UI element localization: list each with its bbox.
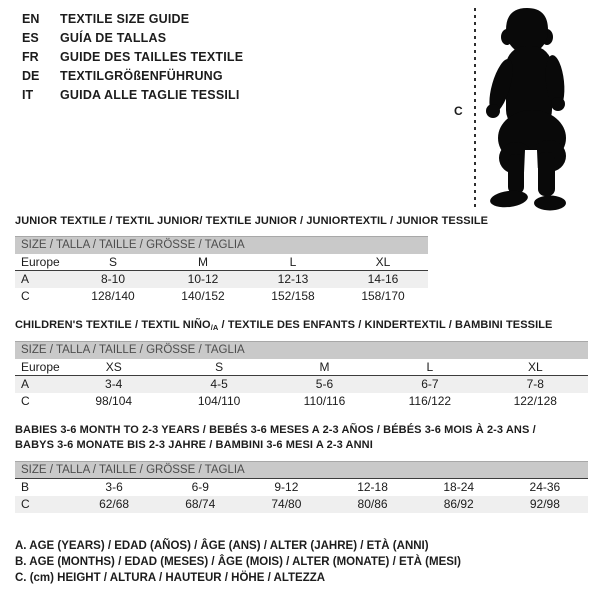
lang-row-en [22, 10, 243, 29]
table-row [15, 288, 428, 305]
lang-title: TEXTILE SIZE GUIDE [60, 12, 190, 26]
table-row [15, 479, 588, 496]
lang-title: TEXTILGRÖßENFÜHRUNG [60, 69, 223, 83]
row-label: A [15, 271, 68, 288]
lang-code: IT [22, 88, 34, 102]
cell: 4-5 [166, 376, 271, 393]
lang-row-it [22, 86, 243, 105]
note-age-years: A. AGE (YEARS) / EDAD (AÑOS) / ÂGE (ANS) / ALTER (JAHRE) / ETÀ (ANNI) [15, 540, 429, 552]
cell: 104/110 [197, 394, 241, 408]
cell: 116/122 [408, 394, 452, 408]
cell: 62/68 [71, 496, 157, 513]
cell: XL [483, 359, 588, 376]
table-row [15, 254, 428, 271]
legend-notes [15, 538, 461, 586]
height-measure-label: C [454, 104, 463, 118]
size-header-bar: SIZE / TALLA / TAILLE / GRÖSSE / TAGLIA [15, 342, 588, 359]
cell: M [158, 254, 248, 271]
lang-code: DE [22, 69, 40, 83]
cell: 10-12 [158, 271, 248, 288]
cell: 122/128 [513, 394, 557, 408]
cell: 24-36 [529, 480, 561, 495]
lang-row-es [22, 29, 243, 48]
cell: 140/152 [181, 289, 225, 303]
cell: 12-13 [248, 271, 338, 288]
cell: 74/80 [243, 496, 329, 513]
title-subscript: /A [210, 323, 219, 332]
row-label: Europe [15, 359, 61, 376]
height-dotted-line [474, 8, 476, 208]
cell: 9-12 [274, 480, 299, 495]
table-row [15, 271, 428, 288]
row-label: Europe [15, 254, 68, 271]
lang-title: GUÍA DE TALLAS [60, 31, 167, 45]
cell: 7-8 [483, 376, 588, 393]
cell: 110/116 [303, 394, 346, 408]
cell: 6-9 [191, 480, 209, 495]
table-row [15, 393, 588, 410]
section-children [15, 319, 588, 410]
babies-table-title [15, 423, 588, 453]
cell: 18-24 [443, 480, 475, 495]
section-junior [15, 215, 489, 305]
cell: M [272, 359, 377, 376]
cell: S [166, 359, 271, 376]
cell: S [68, 254, 158, 271]
babies-title-line1: BABIES 3-6 MONTH TO 2-3 YEARS / BEBÉS 3-6 MESES A 2-3 AÑOS / BÉBÉS 3-6 MOIS À 2-3 ANS / [15, 424, 536, 436]
height-figure [440, 0, 600, 220]
table-row [15, 359, 588, 376]
babies-size-table [15, 461, 588, 513]
table-row [15, 496, 588, 513]
cell: 5-6 [272, 376, 377, 393]
row-label: B [21, 480, 30, 495]
cell: 152/158 [271, 289, 315, 303]
cell: 80/86 [329, 496, 415, 513]
lang-code: EN [22, 12, 40, 26]
children-size-table [15, 341, 588, 410]
lang-title: GUIDE DES TAILLES TEXTILE [60, 50, 244, 64]
row-label: C [21, 394, 30, 408]
cell: 12-18 [357, 480, 388, 495]
cell: XS [61, 359, 166, 376]
size-header-bar: SIZE / TALLA / TAILLE / GRÖSSE / TAGLIA [15, 462, 588, 479]
babies-title-line2: BABYS 3-6 MONATE BIS 2-3 JAHRE / BAMBINI 3-6 MESI A 2-3 ANNI [15, 439, 373, 451]
lang-row-fr [22, 48, 243, 67]
cell: 68/74 [157, 496, 243, 513]
row-label: A [15, 376, 61, 393]
note-height-cm: C. (cm) HEIGHT / ALTURA / HAUTEUR / HÖHE / ALTEZZA [15, 572, 326, 584]
cell: 6-7 [377, 376, 482, 393]
junior-size-table [15, 236, 428, 305]
cell: XL [338, 254, 428, 271]
cell: L [377, 359, 482, 376]
baby-silhouette [480, 0, 600, 218]
note-age-months: B. AGE (MONTHS) / EDAD (MESES) / ÂGE (MOIS) / ALTER (MONATE) / ETÀ (MESI) [15, 556, 461, 568]
cell: 3-4 [61, 376, 166, 393]
cell: 158/170 [361, 289, 405, 303]
children-table-title: CHILDREN'S TEXTILE / TEXTIL NIÑO/A / TEXTILE DES ENFANTS / KINDERTEXTIL / BAMBINI TESSILE [15, 319, 553, 332]
language-title-list [22, 10, 243, 105]
section-babies [15, 423, 588, 513]
lang-code: FR [22, 50, 39, 64]
table-row [15, 376, 588, 393]
cell: 86/92 [416, 496, 502, 513]
cell: 8-10 [68, 271, 158, 288]
size-header-bar: SIZE / TALLA / TAILLE / GRÖSSE / TAGLIA [15, 237, 428, 254]
lang-title: GUIDA ALLE TAGLIE TESSILI [60, 88, 240, 102]
lang-code: ES [22, 31, 39, 45]
lang-row-de [22, 67, 243, 86]
cell: 128/140 [91, 289, 135, 303]
cell: 3-6 [105, 480, 123, 495]
cell: 92/98 [502, 496, 588, 513]
cell: 98/104 [95, 394, 133, 408]
junior-table-title: JUNIOR TEXTILE / TEXTIL JUNIOR/ TEXTILE JUNIOR / JUNIORTEXTIL / JUNIOR TESSILE [15, 215, 489, 227]
cell: L [248, 254, 338, 271]
row-label: C [21, 289, 30, 303]
cell: 14-16 [338, 271, 428, 288]
row-label: C [15, 496, 71, 513]
